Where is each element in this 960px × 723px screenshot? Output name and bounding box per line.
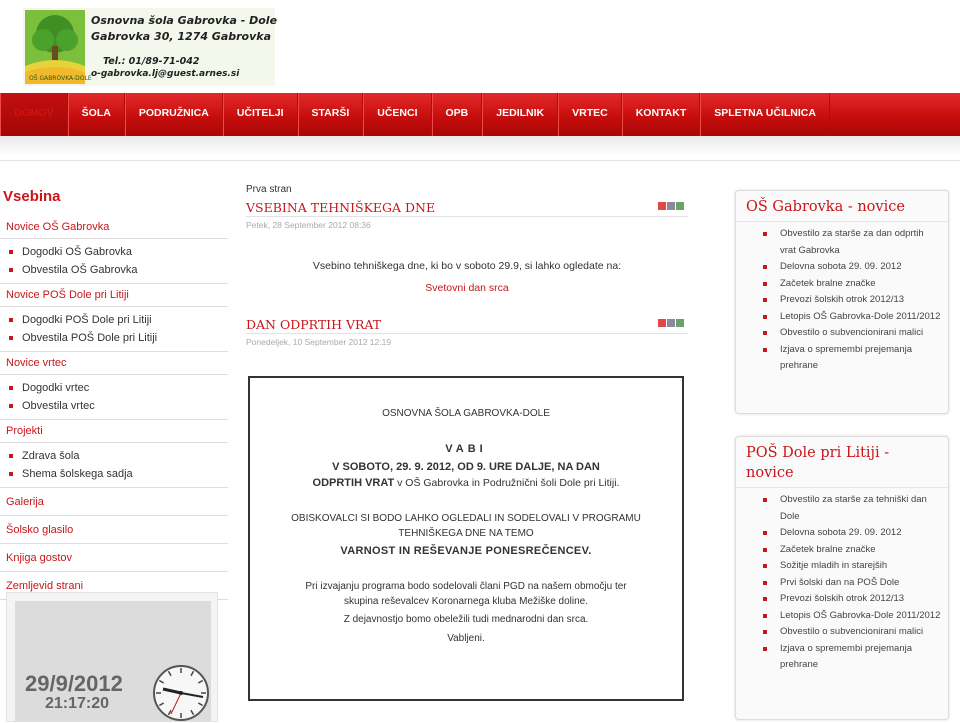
pdf-icon[interactable] [658,202,666,210]
menu-novice-pos-dole[interactable]: Novice POŠ Dole pri Litiji [0,284,228,307]
news-item[interactable]: Obvestilo o subvencionirani malici [754,624,942,641]
notice-event-bold2: ODPRTIH VRAT [312,477,395,489]
news-item[interactable]: Delovna sobota 29. 09. 2012 [754,259,942,276]
news-item[interactable]: Obvestilo za starše za tehniški dan Dole [754,492,942,525]
notice-event-bold1: V SOBOTO, 29. 9. 2012, OD 9. URE DALJE, NA DAN [332,461,600,473]
news-item[interactable]: Delovna sobota 29. 09. 2012 [754,525,942,542]
submenu-projekti [0,443,228,488]
menu-obvestila-os-gabrovka[interactable]: Obvestila OŠ Gabrovka [0,261,228,279]
news-item[interactable]: Izjava o spremembi prejemanja prehrane [754,641,942,674]
news-box-os-gabrovka-title: OŠ Gabrovka - novice [736,191,948,222]
nav-item-vrtec[interactable]: VRTEC [558,93,622,136]
school-phone: Tel.: 01/89-71-042 [103,56,200,67]
menu-dogodki-vrtec[interactable]: Dogodki vrtec [0,379,228,397]
submenu-os-gabrovka [0,239,228,284]
nav-item-podruznica[interactable]: PODRUŽNICA [125,93,223,136]
news-item[interactable]: Izjava o spremembi prejemanja prehrane [754,342,942,375]
email-icon[interactable] [676,319,684,327]
analog-clock-icon [151,663,211,723]
clock-time: 21:17:20 [45,695,110,712]
news-item[interactable]: Sožitje mladih in starejših [754,558,942,575]
print-icon[interactable] [667,202,675,210]
submenu-vrtec [0,375,228,420]
article2-tools [658,319,684,327]
breadcrumb: Prva stran [246,184,292,195]
article1-title[interactable]: VSEBINA TEHNIŠKEGA DNE [246,200,436,215]
menu-shema-solskega-sadja[interactable]: Shema šolskega sadja [0,465,228,483]
notice-school: OSNOVNA ŠOLA GABROVKA-DOLE [382,408,550,419]
menu-projekti[interactable]: Projekti [0,420,228,443]
notice-invited: Vabljeni. [447,633,485,644]
nav-item-kontakt[interactable]: KONTAKT [622,93,701,136]
notice-visitors-line1: OBISKOVALCI SI BODO LAHKO OGLEDALI IN SODELOVALI V PROGRAMU [291,513,641,524]
pdf-icon[interactable] [658,319,666,327]
article1-text: Vsebino tehniškega dne, ki bo v soboto 29.9, si lahko ogledate na: [312,260,622,272]
notice-event-rest: v OŠ Gabrovka in Podružnični šoli Dole pri Litiji. [394,477,620,489]
menu-dogodki-os-gabrovka[interactable]: Dogodki OŠ Gabrovka [0,243,228,261]
article2-date: Ponedeljek, 10 September 2012 12:19 [246,337,392,347]
menu-novice-os-gabrovka[interactable]: Novice OŠ Gabrovka [0,216,228,239]
menu-galerija[interactable]: Galerija [0,488,228,516]
left-sidebar [0,186,228,600]
news-item[interactable]: Prevozi šolskih otrok 2012/13 [754,591,942,608]
notice-heart-day: Z dejavnostjo bomo obeležili tudi mednarodni dan srca. [343,614,589,625]
news-item[interactable]: Začetek bralne značke [754,542,942,559]
header-divider [0,160,960,161]
notice-vabi: VABI [445,443,487,455]
clock-date: 29/9/2012 [25,671,123,696]
menu-obvestila-pos-dole[interactable]: Obvestila POŠ Dole pri Litiji [0,329,228,347]
menu-dogodki-pos-dole[interactable]: Dogodki POŠ Dole pri Litiji [0,311,228,329]
nav-item-starsi[interactable]: STARŠI [298,93,364,136]
email-icon[interactable] [676,202,684,210]
sidebar-title: Vsebina [3,188,61,205]
notice-participants-line2: skupina reševalcev Koronarnega kluba Mežiške doline. [343,596,589,607]
menu-zdrava-sola[interactable]: Zdrava šola [0,447,228,465]
menu-zemljevid-strani[interactable]: Zemljevid strani [0,572,228,600]
news-box-pos-dole [735,436,949,720]
news-item[interactable]: Začetek bralne značke [754,276,942,293]
print-icon[interactable] [667,319,675,327]
open-day-notice [248,376,684,701]
nav-item-sola[interactable]: ŠOLA [68,93,125,136]
school-name: Osnovna šola Gabrovka - Dole [91,14,278,27]
nav-item-spletna-ucilnica[interactable]: SPLETNA UČILNICA [700,93,830,136]
svg-text:OŠ GABROVKA-DOLE: OŠ GABROVKA-DOLE [29,75,92,82]
news-box-os-gabrovka [735,190,949,414]
article1-link[interactable]: Svetovni dan srca [425,282,509,294]
school-address: Gabrovka 30, 1274 Gabrovka [91,30,272,43]
nav-item-domov[interactable]: DOMOV [0,93,68,136]
school-email: o-gabrovka.lj@guest.arnes.si [91,69,240,79]
news-box-pos-dole-title: POŠ Dole pri Litiji - novice [736,437,948,488]
notice-participants [250,579,682,609]
submenu-pos-dole [0,307,228,352]
nav-shadow [0,136,960,156]
main-navigation [0,93,960,136]
notice-event-line [250,459,682,491]
article2-header [246,317,688,334]
news-item[interactable]: Letopis OŠ Gabrovka-Dole 2011/2012 [754,608,942,625]
clock-widget [6,592,218,722]
article2-title[interactable]: DAN ODPRTIH VRAT [246,317,382,332]
nav-item-jedilnik[interactable]: JEDILNIK [482,93,558,136]
nav-item-ucitelji[interactable]: UČITELJI [223,93,298,136]
article1-tools [658,202,684,210]
menu-novice-vrtec[interactable]: Novice vrtec [0,352,228,375]
main-content [246,183,688,644]
notice-participants-line1: Pri izvajanju programa bodo sodelovali člani PGD na našem območju ter [305,581,627,592]
menu-solsko-glasilo[interactable]: Šolsko glasilo [0,516,228,544]
menu-knjiga-gostov[interactable]: Knjiga gostov [0,544,228,572]
notice-visitors-line2: TEHNIŠKEGA DNE NA TEMO [398,528,534,539]
site-header [0,0,960,92]
article1-date: Petek, 28 September 2012 08:36 [246,220,371,230]
article1-header [246,200,688,217]
news-item[interactable]: Prevozi šolskih otrok 2012/13 [754,292,942,309]
nav-item-ucenci[interactable]: UČENCI [363,93,431,136]
menu-obvestila-vrtec[interactable]: Obvestila vrtec [0,397,228,415]
school-tree-logo-icon [25,10,92,84]
nav-item-opb[interactable]: OPB [432,93,483,136]
notice-topic: VARNOST IN REŠEVANJE PONESREČENCEV. [340,545,592,557]
news-item[interactable]: Prvi šolski dan na POŠ Dole [754,575,942,592]
news-item[interactable]: Obvestilo za starše za dan odprtih vrat Gabrovka [754,226,942,259]
school-logo[interactable] [23,8,278,86]
notice-visitors [250,511,682,541]
news-item[interactable]: Obvestilo o subvencionirani malici [754,325,942,342]
news-item[interactable]: Letopis OŠ Gabrovka-Dole 2011/2012 [754,309,942,326]
